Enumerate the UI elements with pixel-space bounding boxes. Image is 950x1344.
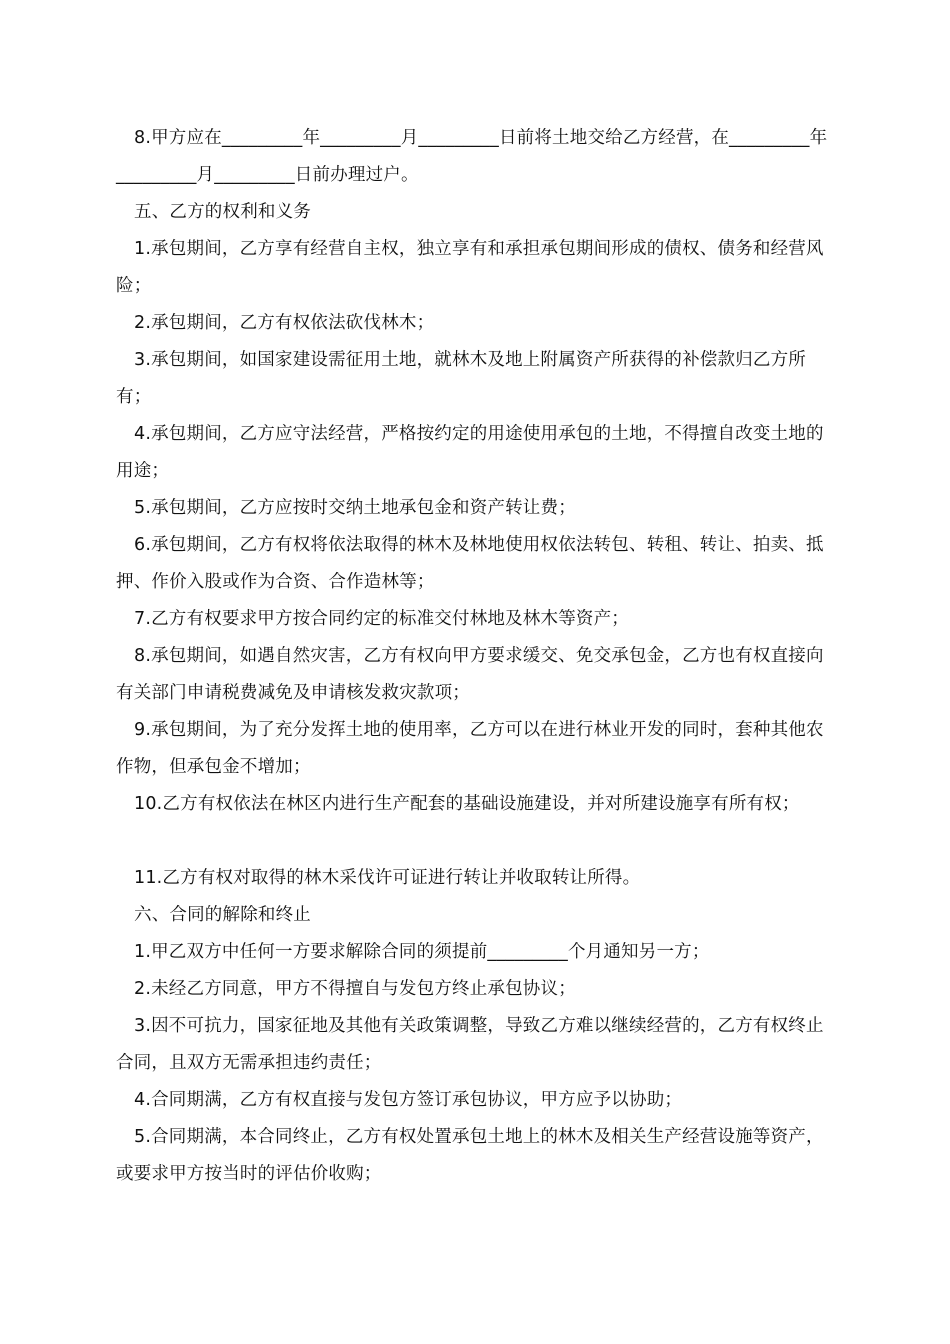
clause-5-6: 6.承包期间，乙方有权将依法取得的林木及林地使用权依法转包、转租、转让、拍卖、抵押、作价入股或作为合资、合作造林等； — [116, 535, 824, 592]
clause-5-4: 4.承包期间，乙方应守法经营，严格按约定的用途使用承包的土地，不得擅自改变土地的用途； — [116, 424, 824, 481]
clause-5-10: 10.乙方有权依法在林区内进行生产配套的基础设施建设，并对所建设施享有所有权； — [134, 794, 800, 814]
section-heading-5: 五、乙方的权利和义务 — [134, 202, 311, 222]
clause-5-11: 11.乙方有权对取得的林木采伐许可证进行转让并收取转让所得。 — [134, 868, 641, 888]
clause-8-handover-dates: 8.甲方应在_________年_________月_________日前将土地交给乙方经营，在_________年_________月_________日前办理过户。 — [116, 128, 828, 185]
clause-5-5: 5.承包期间，乙方应按时交纳土地承包金和资产转让费； — [134, 498, 576, 518]
clause-5-3: 3.承包期间，如国家建设需征用土地，就林木及地上附属资产所获得的补偿款归乙方所有； — [116, 350, 806, 407]
document-body — [116, 120, 834, 1193]
clause-5-1: 1.承包期间，乙方享有经营自主权，独立享有和承担承包期间形成的债权、债务和经营风险； — [116, 239, 824, 296]
clause-6-1: 1.甲乙双方中任何一方要求解除合同的须提前_________个月通知另一方； — [134, 942, 710, 962]
clause-5-8: 8.承包期间，如遇自然灾害，乙方有权向甲方要求缓交、免交承包金，乙方也有权直接向有关部门申请税费减免及申请核发救灾款项； — [116, 646, 824, 703]
clause-6-2: 2.未经乙方同意，甲方不得擅自与发包方终止承包协议； — [134, 979, 576, 999]
clause-5-7: 7.乙方有权要求甲方按合同约定的标准交付林地及林木等资产； — [134, 609, 629, 629]
clause-6-4: 4.合同期满，乙方有权直接与发包方签订承包协议，甲方应予以协助； — [134, 1090, 683, 1110]
clause-5-2: 2.承包期间，乙方有权依法砍伐林木； — [134, 313, 435, 333]
section-heading-6: 六、合同的解除和终止 — [134, 905, 311, 925]
clause-6-5: 5.合同期满，本合同终止，乙方有权处置承包土地上的林木及相关生产经营设施等资产，或要求甲方按当时的评估价收购； — [116, 1127, 824, 1184]
clause-6-3: 3.因不可抗力，国家征地及其他有关政策调整，导致乙方难以继续经营的，乙方有权终止合同，且双方无需承担违约责任； — [116, 1016, 824, 1073]
clause-5-9: 9.承包期间，为了充分发挥土地的使用率，乙方可以在进行林业开发的同时，套种其他农作物，但承包金不增加； — [116, 720, 824, 777]
